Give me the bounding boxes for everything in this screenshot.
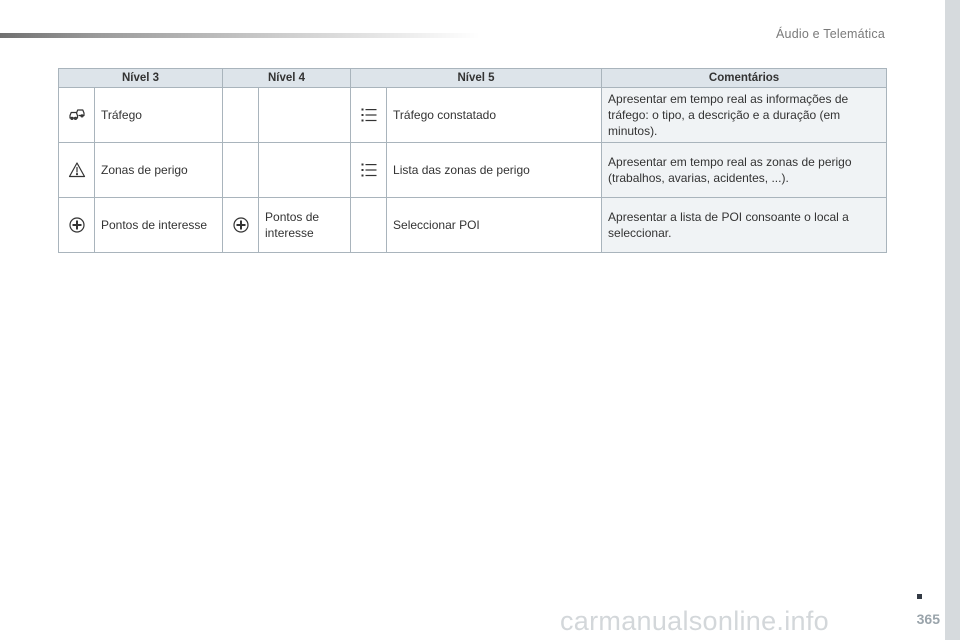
level5-label: Lista das zonas de perigo [387, 143, 602, 198]
column-header-level4: Nível 4 [223, 69, 351, 88]
list-icon [360, 106, 378, 124]
level4-label: Pontos de interesse [259, 198, 351, 253]
list-icon [360, 161, 378, 179]
page-number: 365 [916, 611, 940, 627]
level5-label: Tráfego constatado [387, 88, 602, 143]
level5-label: Seleccionar POI [387, 198, 602, 253]
level3-icon-cell [59, 198, 95, 253]
column-header-comments: Comentários [602, 69, 887, 88]
level3-icon-cell [59, 143, 95, 198]
level3-label: Pontos de interesse [95, 198, 223, 253]
column-header-level3: Nível 3 [59, 69, 223, 88]
level4-icon-cell [223, 88, 259, 143]
table-row [59, 88, 887, 143]
level3-label: Zonas de perigo [95, 143, 223, 198]
comment-cell: Apresentar a lista de POI consoante o local a seleccionar. [602, 198, 887, 253]
column-header-level5: Nível 5 [351, 69, 602, 88]
plus-circle-icon [68, 216, 86, 234]
traffic-icon [68, 106, 86, 124]
level3-label: Tráfego [95, 88, 223, 143]
level5-icon-cell [351, 198, 387, 253]
level4-icon-cell [223, 143, 259, 198]
table-row [59, 198, 887, 253]
level3-icon-cell [59, 88, 95, 143]
top-decorative-rule [0, 33, 480, 38]
plus-circle-icon [232, 216, 250, 234]
level4-label [259, 143, 351, 198]
level4-label [259, 88, 351, 143]
table-row [59, 143, 887, 198]
section-title: Áudio e Telemática [776, 27, 885, 41]
level4-icon-cell [223, 198, 259, 253]
comment-cell: Apresentar em tempo real as informações de tráfego: o tipo, a descrição e a duração (em minutos). [602, 88, 887, 143]
page-marker-dot [917, 594, 922, 599]
level5-icon-cell [351, 88, 387, 143]
comment-cell: Apresentar em tempo real as zonas de perigo (trabalhos, avarias, acidentes, ...). [602, 143, 887, 198]
side-strip [945, 0, 960, 640]
level5-icon-cell [351, 143, 387, 198]
watermark-text: carmanualsonline.info [560, 606, 829, 636]
warning-triangle-icon [68, 161, 86, 179]
table-header-row [59, 69, 887, 88]
menu-table [58, 68, 887, 253]
